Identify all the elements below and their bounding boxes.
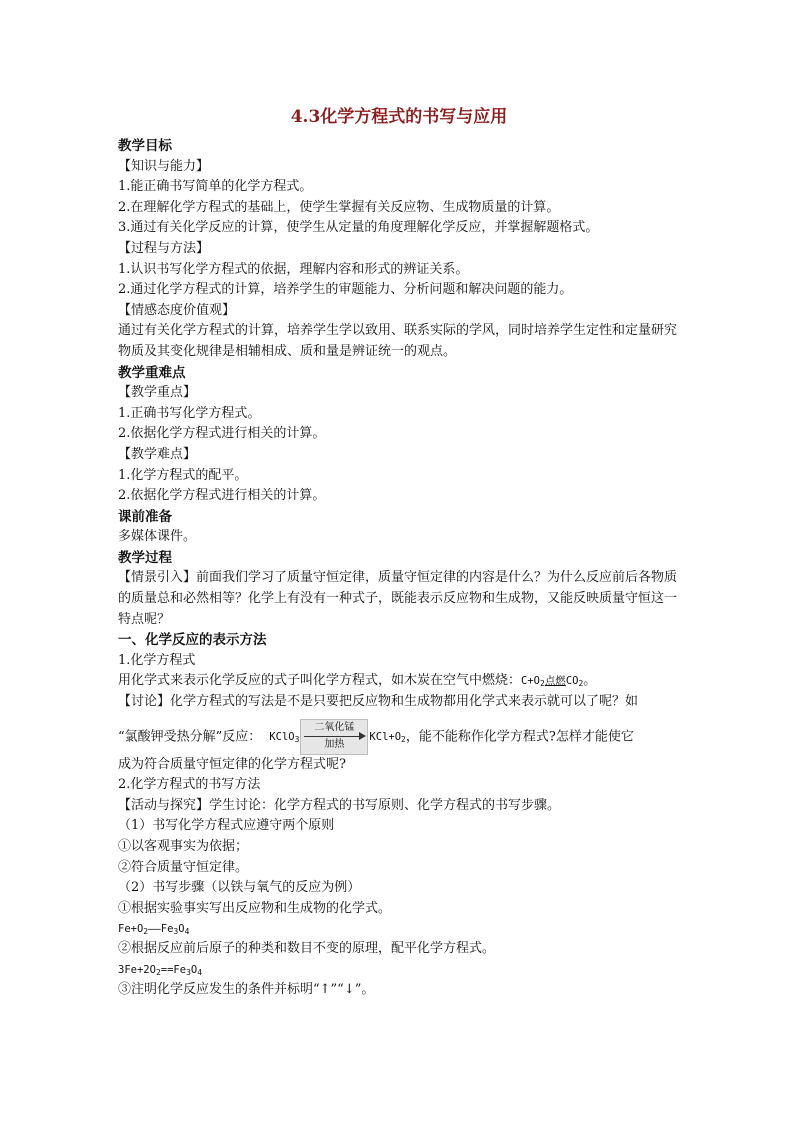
equation-balanced: $3Fe+2O_2==Fe_3O_4$ xyxy=(118,963,203,977)
goals-heading: 教学目标 xyxy=(118,138,172,154)
key-point-label: 【教学重点】 xyxy=(118,385,197,401)
knowledge-item: 2.在理解化学方程式的基础上，使学生掌握有关反应物、生成物质量的计算。 xyxy=(118,199,560,215)
emotion-label: 【情感态度价值观】 xyxy=(118,302,236,318)
discuss-label: 【讨论】 xyxy=(118,694,171,710)
reaction-arrow-icon xyxy=(304,736,364,737)
catalyst-arrow-image xyxy=(300,719,368,755)
definition-text: 用化学式来表示化学反应的式子叫化学方程式，如木炭在空气中燃烧： xyxy=(118,673,522,689)
difficult-point: 2.依据化学方程式进行相关的计算。 xyxy=(118,488,326,504)
discuss-line xyxy=(118,692,680,713)
knowledge-item: 3.通过有关化学反应的计算，使学生从定量的角度理解化学反应，并掌握解题格式。 xyxy=(118,220,599,236)
catalyst-label: 二氧化锰 xyxy=(314,721,355,733)
process-item: 1.认识书写化学方程式的依据，理解内容和形式的辨证关系。 xyxy=(118,261,469,277)
activity-label: 【活动与探究】 xyxy=(118,797,210,813)
kclo3-prefix: “氯酸钾受热分解”反应： xyxy=(118,729,262,745)
process-label: 【过程与方法】 xyxy=(118,240,210,256)
emotion-text: 通过有关化学方程式的计算，培养学生学以致用、联系实际的学风，同时培养学生定性和定量研究物质及其变化规律是相辅相成、质和量是辨证统一的观点。 xyxy=(118,323,678,359)
intro-text: 前面我们学习了质量守恒定律，质量守恒定律的内容是什么？为什么反应前后各物质的质量总和必然相等？化学上有没有一种式子，既能表示反应物和生成物，又能反映质量守恒这一特点呢？ xyxy=(118,570,678,627)
carbon-equation: $C+O_2$点燃$CO_2$ xyxy=(521,675,583,687)
process-heading: 教学过程 xyxy=(118,549,172,566)
kclo3-left: KClO$_3$ xyxy=(269,731,300,745)
kclo3-suffix-2: 成为符合质量守恒定律的化学方程式呢? xyxy=(118,756,346,772)
step-item: ①根据实验事实写出反应物和生成物的化学式。 xyxy=(118,900,392,916)
equation-unbalanced: $Fe+O_2——Fe_3O_4$ xyxy=(118,923,190,937)
definition-line: 用化学式来表示化学反应的式子叫化学方程式，如木炭在空气中燃烧：$C+O_2$点燃$CO_2$。 xyxy=(118,671,680,692)
knowledge-label: 【知识与能力】 xyxy=(118,158,210,174)
key-point: 2.依据化学方程式进行相关的计算。 xyxy=(118,426,326,442)
difficult-label: 【教学难点】 xyxy=(118,446,197,462)
rule-item: ①以客观事实为依据； xyxy=(118,839,249,854)
rule-heading: （1）书写化学方程式应遵守两个原则 xyxy=(118,818,335,834)
activity-text: 学生讨论：化学方程式的书写原则、化学方程式的书写步骤。 xyxy=(209,797,561,813)
kclo3-right: $KCl+O_2$ xyxy=(369,731,406,745)
prep-text: 多媒体课件。 xyxy=(118,529,197,545)
prep-heading: 课前准备 xyxy=(118,508,172,525)
part1-heading: 一、化学反应的表示方法 xyxy=(118,632,267,649)
difficult-point: 1.化学方程式的配平。 xyxy=(118,467,248,483)
kclo3-line xyxy=(118,719,680,755)
document-page xyxy=(118,104,680,1001)
knowledge-item: 1.能正确书写简单的化学方程式。 xyxy=(118,179,313,195)
process-item: 2.通过化学方程式的计算，培养学生的审题能力、分析问题和解决问题的能力。 xyxy=(118,282,573,298)
rule-item: ②符合质量守恒定律。 xyxy=(118,859,249,875)
heat-label: 加热 xyxy=(324,738,345,750)
step-item: ③注明化学反应发生的条件并标明“↑”“↓”。 xyxy=(118,981,375,997)
step-item: ②根据反应前后原子的种类和数目不变的原理，配平化学方程式。 xyxy=(118,941,496,957)
steps-heading: （2）书写步骤（以铁与氧气的反应为例） xyxy=(118,880,361,896)
kclo3-suffix: ，能不能称作化学方程式?怎样才能使它 xyxy=(405,729,634,745)
sub2-heading: 2.化学方程式的书写方法 xyxy=(118,777,261,793)
page-title: 4.3化学方程式的书写与应用 xyxy=(290,107,508,127)
key-point: 1.正确书写化学方程式。 xyxy=(118,405,261,421)
sub1-heading: 1.化学方程式 xyxy=(118,652,196,668)
intro-paragraph xyxy=(118,568,680,630)
ignite-condition: 点燃 xyxy=(544,675,566,688)
discuss-text: 化学方程式的写法是不是只要把反应物和生成物都用化学式来表示就可以了呢？如 xyxy=(170,694,639,710)
key-heading: 教学重难点 xyxy=(118,364,186,381)
activity-line xyxy=(118,796,680,817)
intro-label: 【情景引入】 xyxy=(118,570,197,586)
